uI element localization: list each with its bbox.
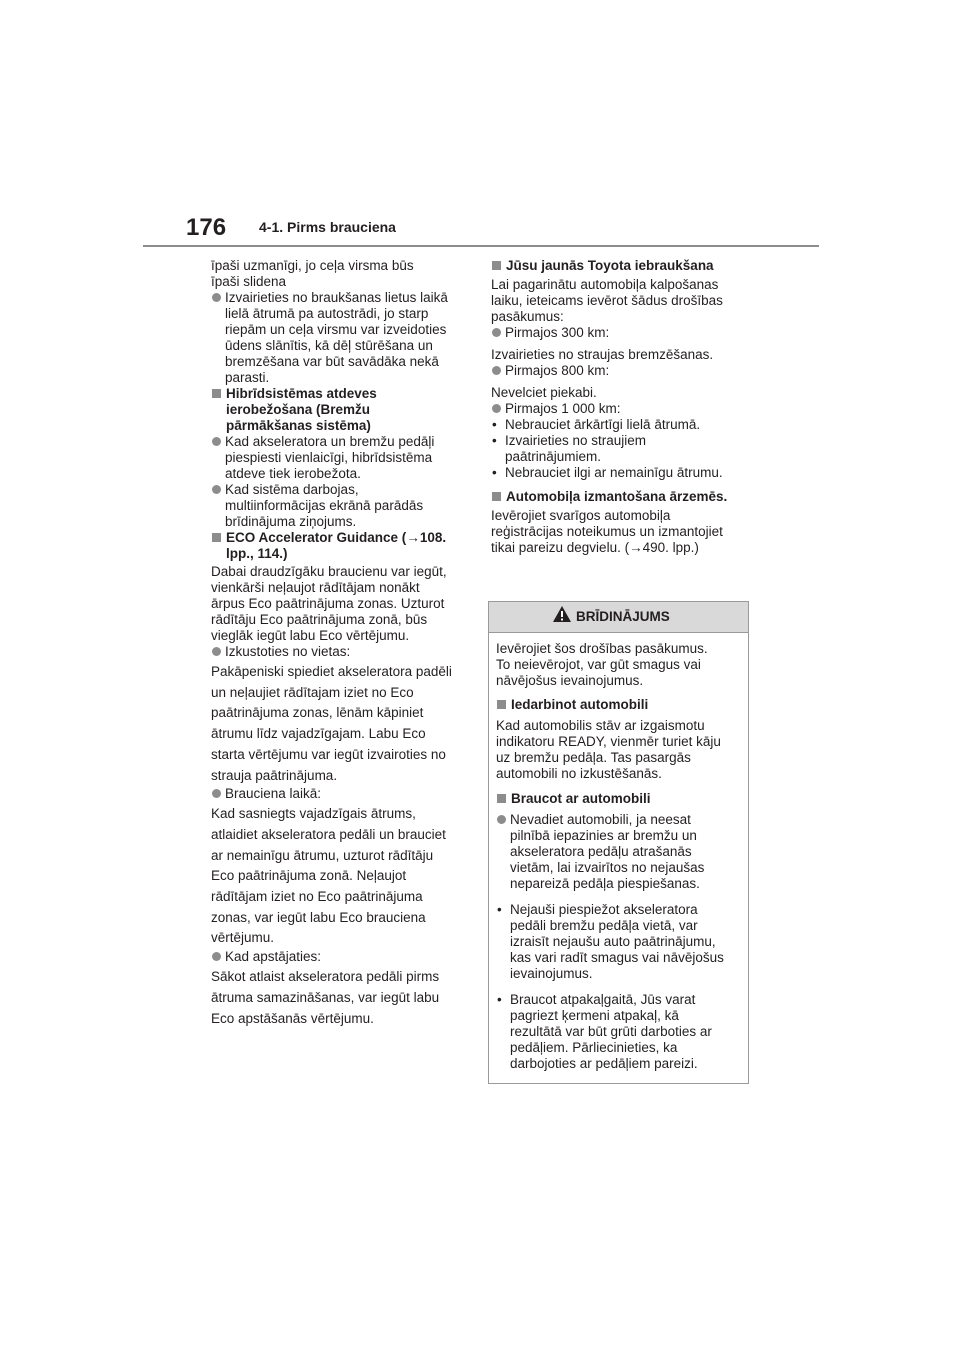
start-text: Pakāpeniski spiediet akseleratora padēli un neļaujiet rādītajam iziet no Eco paātrinājuma zonas, lēnām kāpiniet ātrumu līdz vajadzīgajam. Labu Eco starta vērtējumu var iegūt izvairoties no strauja paātrinājuma. [211,664,452,783]
warning-dash-item: • Braucot atpakaļgaitā, Jūs varat pagriezt ķermeni atpakaļ, kā rezultātā var būt grūti darboties ar pedāļiem. Pārliecinieties, ka darbojoties ar pedāļiem pareizi. [496,992,740,1072]
warning-start-heading: Iedarbinot automobili [496,697,740,713]
bullet-stop: Kad apstājaties: [211,949,469,965]
breakin-heading: Jūsu jaunās Toyota iebraukšana [491,258,753,274]
dash-item: • Izvairieties no straujiem paātrinājumiem. [491,433,753,465]
bullet-1000: Pirmajos 1 000 km: [491,401,753,417]
bullet-rain: Izvairieties no braukšanas lietus laikā lielā ātrumā pa autostrādi, jo starp riepām un ceļa virsmu var izveidoties ūdens slānītis, kā dēļ stūrēšana un bremzēšana var būt savādāka nekā parasti. [211,290,469,386]
right-column [491,258,753,556]
bullet-pedals: Kad akseleratora un bremžu pedāļi piespiesti vienlaicīgi, hibrīdsistēma atdeve tiek ierobežota. [211,434,469,482]
dash-item: • Nebrauciet ārkārtīgi lielā ātrumā. [491,417,753,433]
warning-triangle-icon [552,605,572,623]
warning-drive-bullet: Nevadiet automobili, ja neesat pilnībā iepazinies ar bremžu un akseleratora pedāļu atrašanās vietām, lai izvairītos no nejaušas nepareizā pedāļa piespiešanas. [496,812,740,892]
eco-intro: Dabai draudzīgāku braucienu var iegūt, vienkārši neļaujot rādītājam nonākt ārpus Eco paātrinājuma zonas. Uzturot rādītāju Eco paātrinājuma zonā, būs vieglāk iegūt labu Eco vērtējumu. [211,564,447,643]
bullet-system: Kad sistēma darbojas, multiinformācijas ekrānā parādās brīdinājuma ziņojums. [211,482,469,530]
arrow-icon: → [629,540,643,555]
continued-text: īpaši uzmanīgi, jo ceļa virsma būs īpaši slidena [211,258,414,289]
hybrid-heading: Hibrīdsistēmas atdeves ierobežošana (Bremžu pārmākšanas sistēma) [211,386,469,434]
warning-drive-heading: Braucot ar automobili [496,791,740,807]
drive-text: Kad sasniegts vajadzīgais ātrums, atlaidiet akseleratora pedāli un brauciet ar nemainīgu ātrumu, uzturot rādītāju Eco paātrinājuma zonā. Neļaujot rādītājam iziet no Eco paātrinājuma zonas, var iegūt labu Eco brauciena vērtējumu. [211,806,446,946]
text-300: Izvairieties no straujas bremzēšanas. [491,347,714,362]
bullet-300: Pirmajos 300 km: [491,325,753,341]
warning-start-text: Kad automobilis stāv ar izgaismotu indikatoru READY, vienmēr turiet kāju uz bremžu pedāļa. Tas pasargās automobili no izkustēšanās. [496,718,721,781]
stop-text: Sākot atlaist akseleratora pedāli pirms ātruma samazināšanas, var iegūt labu Eco apstāšanās vērtējumu. [211,969,440,1026]
breakin-intro: Lai pagarinātu automobiļa kalpošanas laiku, ieteicams ievērot šādus drošības pasākumus: [491,277,723,324]
abroad-heading: Automobiļa izmantošana ārzemēs. [491,489,753,505]
warning-body [489,633,748,1072]
dash-item: • Nebrauciet ilgi ar nemainīgu ātrumu. [491,465,753,481]
warning-intro: Ievērojiet šos drošības pasākumus. To neievērojot, var gūt smagus vai nāvējošus ievainojumus. [496,641,708,688]
warning-title: BRĪDINĀJUMS [576,609,670,624]
warning-box [488,601,749,1084]
left-column [211,258,469,1029]
bullet-start: Izkustoties no vietas: [211,644,469,660]
bullet-drive: Brauciena laikā: [211,786,469,802]
header-rule [143,245,819,247]
text-800: Nevelciet piekabi. [491,385,597,400]
page-number: 176 [186,214,227,241]
bullet-800: Pirmajos 800 km: [491,363,753,379]
arrow-icon: → [406,530,420,545]
warning-header [489,602,748,633]
eco-heading: ECO Accelerator Guidance (→108. lpp., 114.) [211,530,469,562]
warning-dash-item: • Nejauši piespiežot akseleratora pedāli bremžu pedāļa vietā, var izraisīt nejaušu auto paātrinājumu, kas vari radīt smagus vai nāvējošus ievainojumus. [496,902,740,982]
section-title: 4-1. Pirms brauciena [259,219,396,235]
abroad-text: Ievērojiet svarīgos automobiļa reģistrācijas noteikumus un izmantojiet tikai pareizu degvielu. (→490. lpp.) [491,508,723,555]
